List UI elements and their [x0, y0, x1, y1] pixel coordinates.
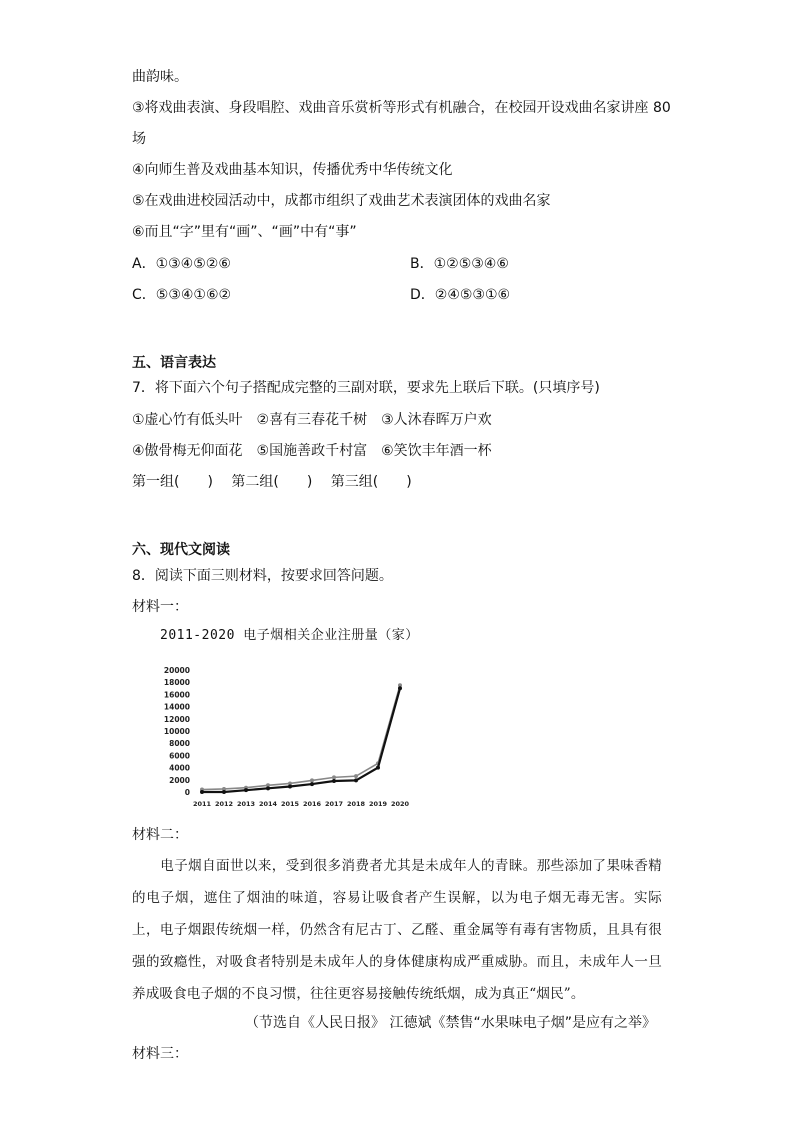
option-c: C．⑤③④①⑥②: [132, 287, 232, 303]
x-tick-label: 2015: [280, 800, 300, 808]
data-point: [354, 774, 358, 778]
x-tick-label: 2014: [258, 800, 278, 808]
text-line: ③将戏曲表演、身段唱腔、戏曲音乐赏析等形式有机融合，在校园开设戏曲名家讲座 80: [132, 100, 671, 116]
y-tick-label: 8000: [169, 739, 190, 749]
passage: [132, 850, 662, 1010]
y-tick-label: 6000: [169, 751, 190, 761]
y-tick-label: 2000: [169, 775, 190, 785]
x-tick-label: 2018: [346, 800, 366, 808]
data-point: [332, 775, 336, 779]
data-point: [222, 790, 226, 794]
option-a: A．①③④⑤②⑥: [132, 256, 231, 272]
material-label: 材料三：: [132, 1046, 188, 1062]
data-point: [332, 779, 336, 783]
data-point: [310, 782, 314, 786]
x-tick-label: 2019: [368, 800, 388, 808]
data-point: [288, 785, 292, 789]
x-tick-label: 2017: [324, 800, 344, 808]
couplet-row: ①虚心竹有低头叶 ②喜有三春花千树 ③人沐春晖万户欢: [132, 412, 492, 428]
data-point: [376, 766, 380, 770]
data-point: [244, 788, 248, 792]
option-d: D．②④⑤③①⑥: [410, 287, 511, 303]
y-tick-label: 10000: [163, 727, 190, 736]
y-tick-label: 16000: [163, 690, 190, 700]
line-chart: [150, 660, 430, 810]
couplet-row: ④傲骨梅无仰面花 ⑤国施善政千村富 ⑥笑饮丰年酒一杯: [132, 443, 492, 459]
passage-source: （节选自《人民日报》 江德斌《禁售“水果味电子烟”是应有之举》: [245, 1015, 656, 1031]
y-tick-label: 0: [184, 788, 190, 797]
x-tick-label: 2020: [390, 800, 410, 808]
material-label: 材料二：: [132, 827, 188, 843]
text-line: ⑥而且“字”里有“画”、“画”中有“事”: [132, 224, 357, 240]
x-tick-label: 2011: [192, 800, 212, 808]
data-point: [200, 790, 204, 794]
section-heading: 六、现代文阅读: [132, 542, 230, 558]
question-7: 7．将下面六个句子搭配成完整的三副对联，要求先上联后下联。(只填序号): [132, 380, 600, 396]
data-point: [310, 778, 314, 782]
chart-title: 2011-2020 电子烟相关企业注册量（家）: [160, 628, 419, 643]
text-line: ④向师生普及戏曲基本知识，传播优秀中华传统文化: [132, 162, 453, 178]
section-heading: 五、语言表达: [132, 355, 216, 371]
question-8: 8．阅读下面三则材料，按要求回答问题。: [132, 568, 393, 584]
text-line: 场: [132, 131, 146, 147]
x-tick-label: 2013: [236, 800, 256, 808]
passage-text: 电子烟自面世以来，受到很多消费者尤其是未成年人的青睐。那些添加了果味香精的电子烟，遮住了烟油的味道，容易让吸食者产生误解，以为电子烟无毒无害。实际上，电子烟跟传统烟一样，仍然含有尼古丁、乙醛、重金属等有毒有害物质，且具有很强的致瘾性，对吸食者特别是未成年人的身体健康构成严重威胁。而且，未成年人一旦养成吸食电子烟的不良习惯，往往更容易接触传统纸烟，成为真正“烟民”。: [132, 858, 662, 1002]
series-line: [202, 688, 400, 792]
y-tick-label: 20000: [163, 666, 190, 675]
data-point: [354, 778, 358, 782]
series-line: [202, 685, 400, 789]
x-tick-label: 2016: [302, 800, 322, 808]
answer-blanks: 第一组( ) 第二组( ) 第三组( ): [132, 474, 412, 490]
y-tick-label: 18000: [163, 678, 190, 688]
material-label: 材料一：: [132, 599, 188, 615]
y-tick-label: 14000: [163, 702, 190, 712]
text-line: 曲韵味。: [132, 69, 188, 85]
text-line: ⑤在戏曲进校园活动中，成都市组织了戏曲艺术表演团体的戏曲名家: [132, 193, 551, 209]
option-b: B．①②⑤③④⑥: [410, 256, 509, 272]
data-point: [398, 686, 402, 690]
y-tick-label: 12000: [163, 714, 190, 724]
y-tick-label: 4000: [169, 763, 190, 773]
data-point: [266, 786, 270, 790]
x-tick-label: 2012: [214, 800, 234, 808]
